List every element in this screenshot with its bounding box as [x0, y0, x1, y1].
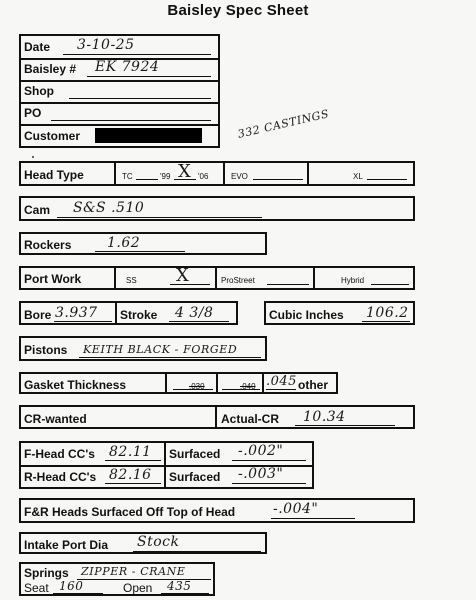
head-type-label-cell: [21, 163, 116, 184]
fr-heads-label: F&R Heads Surfaced Off Top of Head: [24, 505, 236, 519]
gasket-030-cell: [167, 374, 218, 392]
cam-label: Cam: [24, 203, 51, 217]
r-head-cc-label: R-Head CC's: [24, 470, 97, 484]
cubic-inches-underline: [362, 321, 410, 322]
port-work-ss-cell: [116, 265, 217, 288]
pistons-box: [19, 336, 267, 361]
customer-label: Customer: [24, 129, 81, 143]
r-head-cc-underline: [105, 483, 161, 484]
evo-underline: [253, 179, 303, 180]
rockers-underline: [95, 251, 185, 252]
r-head-cc-value[interactable]: 82.16: [109, 467, 152, 483]
intake-label: Intake Port Dia: [24, 538, 109, 552]
baisley-number-underline: [87, 76, 211, 77]
cr-actual-cell: [217, 407, 413, 427]
gasket-other-value[interactable]: .045: [266, 374, 297, 389]
stray-mark: [32, 156, 34, 158]
gasket-label: Gasket Thickness: [24, 378, 127, 392]
head-type-tc-cell: [116, 163, 225, 184]
f-head-cc-value[interactable]: 82.11: [109, 444, 152, 460]
r-head-surfaced-value[interactable]: -.003": [238, 466, 284, 482]
r-head-surfaced-underline: [232, 483, 306, 484]
rockers-label: Rockers: [24, 238, 72, 252]
shop-row: [21, 80, 218, 104]
f-head-surfaced-value[interactable]: -.002": [238, 443, 284, 459]
port-work-option-ss[interactable]: SS: [126, 276, 137, 285]
date-label: Date: [24, 40, 51, 54]
cr-wanted-cell: [21, 407, 217, 427]
f-head-surfaced-cell: [166, 443, 312, 465]
fr-heads-box: [19, 498, 415, 523]
head-type-mark[interactable]: X: [178, 161, 192, 182]
customer-redaction: [95, 128, 202, 143]
rockers-box: [19, 232, 267, 255]
port-work-hybrid-cell: [315, 268, 413, 288]
port-work-label-cell: [21, 268, 116, 288]
head-type-note: 332 CASTINGS: [236, 107, 331, 141]
springs-value[interactable]: ZIPPER - CRANE: [81, 565, 186, 578]
f-head-cc-cell: [21, 443, 166, 465]
hybrid-underline: [371, 284, 409, 285]
f-head-cc-label: F-Head CC's: [24, 447, 95, 461]
pistons-label: Pistons: [24, 343, 68, 357]
springs-open-underline: [161, 593, 209, 594]
head-type-label: Head Type: [24, 168, 84, 182]
f-head-cc-underline: [105, 460, 161, 461]
bore-value[interactable]: 3.937: [55, 305, 98, 321]
fr-heads-value[interactable]: -.004": [273, 501, 319, 517]
head-type-xl-cell: [309, 163, 413, 184]
gasket-other-cell: [264, 374, 336, 392]
gasket-040-cell: [218, 374, 264, 392]
springs-seat-underline: [53, 593, 103, 594]
shop-underline: [69, 98, 211, 99]
stroke-cell: [117, 303, 236, 323]
cubic-inches-value[interactable]: 106.2: [366, 305, 409, 321]
r-head-surfaced-label: Surfaced: [169, 470, 221, 484]
header-fields-box: [19, 34, 220, 148]
r-head-surfaced-cell: [166, 465, 312, 487]
page-title: Baisley Spec Sheet: [167, 2, 309, 19]
gasket-other-underline: [266, 389, 296, 390]
shop-label: Shop: [24, 84, 54, 98]
xl-underline: [367, 179, 407, 180]
port-work-option-hybrid[interactable]: Hybrid: [341, 276, 365, 285]
rockers-value[interactable]: 1.62: [107, 235, 141, 251]
port-work-box: [19, 266, 415, 290]
head-type-option-06[interactable]: '06: [198, 172, 209, 181]
springs-open-value[interactable]: 435: [167, 579, 192, 593]
bore-label: Bore: [24, 308, 52, 322]
head-type-option-evo[interactable]: EVO: [231, 172, 248, 181]
baisley-number-row: [21, 58, 218, 82]
head-cc-box: [19, 441, 314, 489]
cam-underline: [57, 217, 262, 218]
cubic-inches-box: [264, 301, 415, 325]
date-underline: [63, 54, 211, 55]
date-row: [21, 36, 218, 60]
springs-open-label: Open: [123, 581, 153, 595]
fr-heads-underline: [271, 518, 355, 519]
port-work-mark[interactable]: X: [176, 265, 190, 286]
intake-value[interactable]: Stock: [137, 534, 180, 550]
r-head-row: [21, 465, 312, 487]
cam-box: [19, 196, 415, 221]
stroke-underline: [169, 321, 229, 322]
pistons-underline: [79, 357, 261, 358]
po-underline: [51, 120, 211, 121]
springs-label: Springs: [24, 566, 69, 580]
date-value[interactable]: 3-10-25: [77, 37, 135, 53]
port-work-prostreet-cell: [217, 268, 315, 288]
intake-underline: [133, 551, 261, 552]
baisley-number-label: Baisley #: [24, 62, 77, 76]
head-type-evo-cell: [225, 163, 309, 184]
f-head-row: [21, 443, 312, 467]
cr-actual-underline: [295, 425, 395, 426]
cr-actual-label: Actual-CR: [221, 412, 280, 426]
gasket-box: [19, 372, 338, 394]
gasket-other-label: other: [298, 378, 328, 392]
bore-underline: [54, 321, 112, 322]
stroke-value[interactable]: 4 3/8: [175, 305, 214, 321]
cr-box: [19, 405, 415, 429]
head-type-box: [19, 161, 415, 186]
head-type-option-xl[interactable]: XL: [353, 172, 363, 181]
bore-cell: [21, 303, 117, 323]
po-label: PO: [24, 106, 42, 120]
bore-stroke-box: [19, 301, 238, 325]
port-work-label: Port Work: [24, 272, 82, 286]
cubic-inches-label: Cubic Inches: [269, 308, 344, 322]
tc-underline: [136, 179, 158, 180]
f-head-surfaced-underline: [232, 460, 306, 461]
cam-value[interactable]: S&S .510: [73, 200, 145, 216]
intake-box: [19, 532, 267, 554]
head-type-option-99[interactable]: '99: [160, 172, 171, 181]
head-type-option-tc[interactable]: TC: [122, 172, 133, 181]
pistons-value[interactable]: KEITH BLACK - FORGED: [83, 343, 238, 356]
customer-row: [21, 124, 218, 146]
baisley-number-value[interactable]: EK 7924: [95, 59, 160, 75]
springs-seat-label: Seat: [24, 581, 49, 595]
springs-seat-value[interactable]: 160: [59, 579, 84, 593]
prostreet-underline: [267, 284, 309, 285]
gasket-label-cell: [21, 374, 167, 392]
gasket-option-030[interactable]: .030: [189, 382, 205, 391]
gasket-option-040[interactable]: .040: [240, 382, 256, 391]
stroke-label: Stroke: [120, 308, 158, 322]
cr-actual-value[interactable]: 10.34: [303, 409, 346, 425]
springs-box: [19, 562, 215, 596]
cr-wanted-label: CR-wanted: [24, 412, 87, 426]
port-work-option-prostreet[interactable]: ProStreet: [221, 276, 255, 285]
r-head-cc-cell: [21, 465, 166, 487]
po-row: [21, 102, 218, 126]
f-head-surfaced-label: Surfaced: [169, 447, 221, 461]
